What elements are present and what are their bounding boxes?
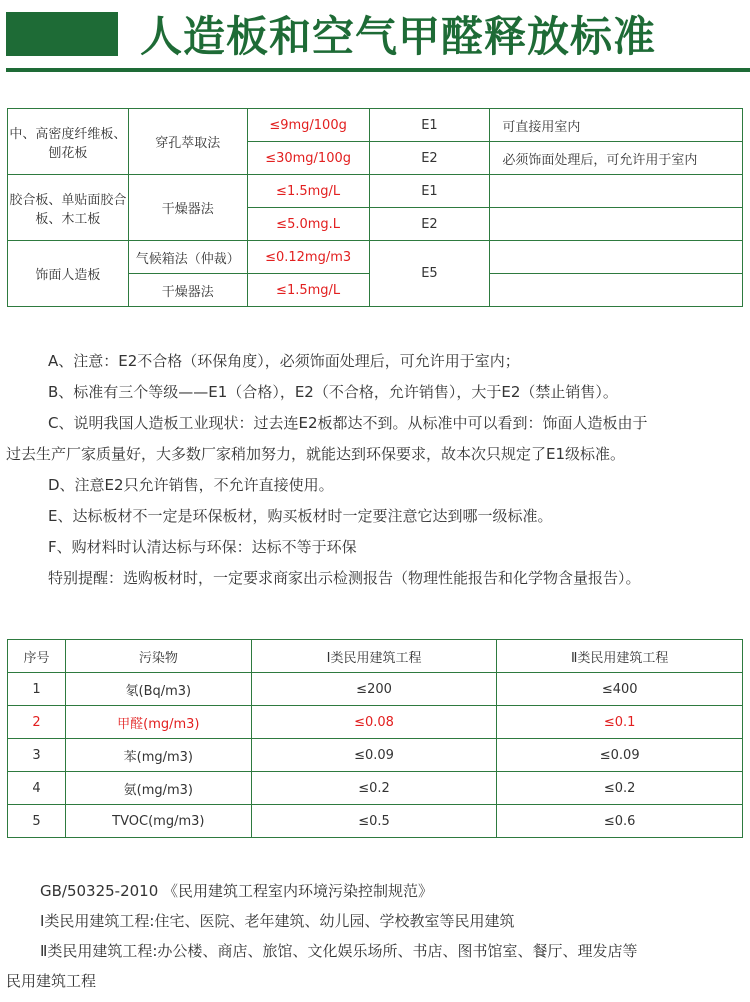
title-divider <box>6 68 750 72</box>
material-cell: 中、高密度纤维板、刨花板 <box>8 109 129 175</box>
usage-cell <box>490 241 743 274</box>
note-line: C、说明我国人造板工业现状：过去连E2板都达不到。从标准中可以看到：饰面人造板由于 <box>48 414 648 432</box>
table-cell: 氨(mg/m3) <box>65 772 251 805</box>
column-header: Ⅱ类民用建筑工程 <box>497 640 743 673</box>
table-cell: 苯(mg/m3) <box>65 739 251 772</box>
title-accent-bar <box>6 12 118 56</box>
table-cell: 氡(Bq/m3) <box>65 673 251 706</box>
table-row <box>8 175 743 208</box>
limit-cell: ≤1.5mg/L <box>247 274 369 307</box>
method-cell: 干燥器法 <box>128 175 247 241</box>
grade-cell: E2 <box>369 142 490 175</box>
table-cell: 4 <box>8 772 66 805</box>
class-2-definition: Ⅱ类民用建筑工程:办公楼、商店、旅馆、文化娱乐场所、书店、图书馆室、餐厅、理发店等 <box>40 942 638 960</box>
table-cell: ≤200 <box>251 673 497 706</box>
notes-section <box>6 346 746 594</box>
table-cell: ≤400 <box>497 673 743 706</box>
table-header-row <box>8 640 743 673</box>
limit-cell: ≤1.5mg/L <box>247 175 369 208</box>
note-line: 过去生产厂家质量好，大多数厂家稍加努力，就能达到环保要求，故本次只规定了E1级标准。 <box>6 445 626 463</box>
usage-cell: 必须饰面处理后，可允许用于室内 <box>490 142 743 175</box>
footer-section <box>6 876 750 996</box>
limit-cell: ≤0.12mg/m3 <box>247 241 369 274</box>
usage-cell: 可直接用室内 <box>490 109 743 142</box>
note-line: B、标准有三个等级——E1（合格），E2（不合格，允许销售），大于E2（禁止销售）。 <box>48 383 618 401</box>
material-cell: 胶合板、单贴面胶合板、木工板 <box>8 175 129 241</box>
table-cell: TVOC(mg/m3) <box>65 805 251 838</box>
table-cell: ≤0.09 <box>251 739 497 772</box>
table-cell: ≤0.5 <box>251 805 497 838</box>
method-cell: 气候箱法（仲裁） <box>128 241 247 274</box>
method-cell: 干燥器法 <box>128 274 247 307</box>
table-cell: 1 <box>8 673 66 706</box>
table-cell: 甲醛(mg/m3) <box>65 706 251 739</box>
table-cell: 3 <box>8 739 66 772</box>
grade-cell: E1 <box>369 175 490 208</box>
table-row <box>8 673 743 706</box>
page-title: 人造板和空气甲醛释放标准 <box>140 12 657 61</box>
grade-cell: E5 <box>369 241 490 307</box>
limit-cell: ≤30mg/100g <box>247 142 369 175</box>
note-line: A、注意：E2不合格（环保角度），必须饰面处理后，可允许用于室内； <box>48 352 520 370</box>
material-cell: 饰面人造板 <box>8 241 129 307</box>
class-1-definition: Ⅰ类民用建筑工程:住宅、医院、老年建筑、幼儿园、学校教室等民用建筑 <box>40 912 515 930</box>
limit-cell: ≤5.0mg.L <box>247 208 369 241</box>
table-cell: 5 <box>8 805 66 838</box>
grade-cell: E1 <box>369 109 490 142</box>
note-line: E、达标板材不一定是环保板材，购买板材时一定要注意它达到哪一级标准。 <box>48 507 553 525</box>
table-cell: ≤0.6 <box>497 805 743 838</box>
grade-cell: E2 <box>369 208 490 241</box>
column-header: 序号 <box>8 640 66 673</box>
table-cell: 2 <box>8 706 66 739</box>
note-line: D、注意E2只允许销售，不允许直接使用。 <box>48 476 334 494</box>
pollutant-limit-table <box>7 639 743 838</box>
table-row <box>8 109 743 142</box>
method-cell: 穿孔萃取法 <box>128 109 247 175</box>
table-cell: ≤0.2 <box>497 772 743 805</box>
table-cell: ≤0.09 <box>497 739 743 772</box>
column-header: Ⅰ类民用建筑工程 <box>251 640 497 673</box>
usage-cell <box>490 208 743 241</box>
note-line: 特别提醒：选购板材时，一定要求商家出示检测报告（物理性能报告和化学物含量报告）。 <box>48 569 641 587</box>
class-2-definition-continued: 民用建筑工程 <box>6 972 97 990</box>
column-header: 污染物 <box>65 640 251 673</box>
limit-cell: ≤9mg/100g <box>247 109 369 142</box>
table-row <box>8 772 743 805</box>
usage-cell <box>490 274 743 307</box>
usage-cell <box>490 175 743 208</box>
standard-reference: GB/50325-2010 《民用建筑工程室内环境污染控制规范》 <box>40 882 434 900</box>
table-cell: ≤0.2 <box>251 772 497 805</box>
table-row <box>8 739 743 772</box>
table-row-highlighted <box>8 706 743 739</box>
board-standard-table <box>7 108 743 307</box>
table-cell: ≤0.1 <box>497 706 743 739</box>
note-line: F、购材料时认清达标与环保：达标不等于环保 <box>48 538 357 556</box>
table-row <box>8 241 743 274</box>
table-cell: ≤0.08 <box>251 706 497 739</box>
table-row <box>8 805 743 838</box>
